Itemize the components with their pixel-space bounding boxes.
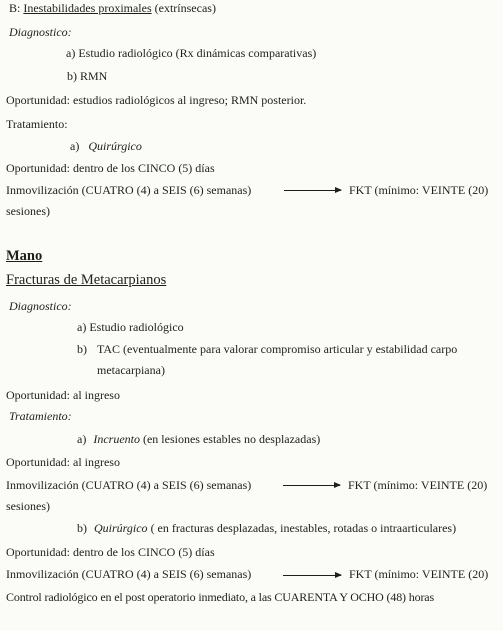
section-b-prefix: B: [9, 1, 21, 15]
trat-item-a [70, 139, 142, 153]
mano-oportunidad-text-3: Oportunidad: dentro de los CINCO (5) días [6, 545, 215, 559]
arrow-icon [283, 575, 341, 576]
trat-item-prefix: a) [70, 139, 80, 153]
tratamiento-label: Tratamiento: [6, 117, 68, 131]
tratamiento-label-mano: Tratamiento: [9, 409, 72, 423]
mano-trat-b-word: Quirúrgico [94, 521, 148, 535]
oportunidad-text-2: Oportunidad: dentro de los CINCO (5) días [6, 161, 215, 175]
mano-inmovilizacion-text-1: Inmovilización (CUATRO (4) a SEIS (6) semanas) [6, 478, 252, 492]
diagnostico-label: Diagnostico: [9, 25, 72, 39]
mano-oportunidad-text: Oportunidad: al ingreso [6, 388, 120, 402]
section-b-title: Inestabilidades proximales [23, 1, 152, 15]
mano-fkt-text-2: FKT (mínimo: VEINTE (20) [349, 567, 489, 581]
section-b-title-line [9, 1, 216, 15]
mano-sesiones-text-1: sesiones) [6, 499, 50, 513]
arrow-icon [284, 190, 341, 191]
metacarpianos-heading: Fracturas de Metacarpianos [6, 272, 167, 288]
mano-trat-item-b [77, 521, 456, 535]
control-radiologico-text: Control radiológico en el post operatorio inmediato, a las CUARENTA Y OCHO (48) horas [6, 590, 434, 604]
inmovilizacion-text: Inmovilización (CUATRO (4) a SEIS (6) semanas) [6, 183, 252, 197]
mano-trat-a-prefix: a) [77, 432, 87, 446]
mano-trat-b-rest: ( en fracturas desplazadas, inestables, rotadas o intraarticulares) [150, 521, 457, 535]
sesiones-text: sesiones) [6, 204, 50, 218]
mano-trat-a-word: Incruento [93, 432, 140, 446]
mano-diag-item-b-line1: TAC (eventualmente para valorar compromiso articular y estabilidad carpo [97, 342, 458, 356]
mano-trat-b-prefix: b) [77, 521, 87, 535]
mano-heading: Mano [6, 248, 43, 264]
mano-trat-item-a [77, 432, 320, 446]
mano-inmovilizacion-text-2: Inmovilización (CUATRO (4) a SEIS (6) semanas) [6, 567, 252, 581]
section-b-suffix: (extrínsecas) [154, 1, 216, 15]
mano-trat-a-rest: (en lesiones estables no desplazadas) [142, 432, 321, 446]
fkt-text: FKT (mínimo: VEINTE (20) [349, 183, 489, 197]
arrow-icon [283, 485, 340, 486]
trat-item-label: Quirúrgico [88, 139, 142, 153]
mano-oportunidad-text-2: Oportunidad: al ingreso [6, 455, 120, 469]
mano-diag-item-b-line2: metacarpiana) [97, 363, 165, 377]
diag-item-a: a) Estudio radiológico (Rx dinámicas comparativas) [66, 46, 317, 60]
oportunidad-text: Oportunidad: estudios radiológicos al ingreso; RMN posterior. [6, 93, 307, 107]
diag-item-b: b) RMN [67, 69, 108, 83]
mano-diag-item-b-prefix: b) [77, 342, 87, 356]
mano-fkt-text-1: FKT (mínimo: VEINTE (20) [348, 478, 488, 492]
diagnostico-label-mano: Diagnostico: [9, 299, 72, 313]
mano-diag-item-a: a) Estudio radiológico [77, 320, 184, 334]
